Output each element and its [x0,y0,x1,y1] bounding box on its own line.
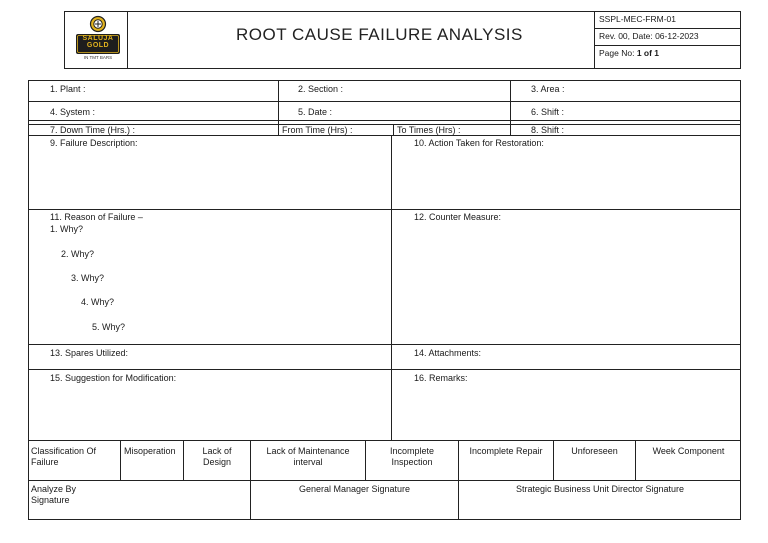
classification-label [31,446,96,468]
failure-description-label: 9. Failure Description: [50,138,138,148]
why-5: 5. Why? [92,322,126,332]
analyze-by-signature[interactable] [31,484,76,506]
attachments-label: 14. Attachments: [414,348,482,358]
system-field[interactable]: 4. System : [50,107,96,117]
spares-utilized-label: 13. Spares Utilized: [50,348,129,358]
misoperation-option[interactable]: Misoperation [124,446,176,456]
reason-of-failure-label: 11. Reason of Failure – [50,212,143,222]
why-1: 1. Why? [50,224,84,234]
down-time-field[interactable]: 7. Down Time (Hrs.) : [50,125,136,135]
lack-of-maintenance-line2: interval [293,457,323,467]
plant-field[interactable]: 1. Plant : [50,84,86,94]
lack-of-maintenance-line1: Lack of Maintenance [266,446,350,456]
remarks-label: 16. Remarks: [414,373,468,383]
unforeseen-option[interactable]: Unforeseen [571,446,618,456]
page-number [599,48,659,59]
analyze-by-line2: Signature [31,495,70,505]
why-2: 2. Why? [61,249,95,259]
shift-field-2[interactable]: 8. Shift : [531,125,565,135]
lack-of-design-option[interactable] [184,446,250,468]
from-time-field[interactable]: From Time (Hrs) : [282,125,353,135]
lack-of-design-line2: Design [202,457,231,467]
classification-label-line1: Classification Of [31,446,97,456]
page-number-value: 1 of 1 [636,48,660,58]
section-field[interactable]: 2. Section : [298,84,344,94]
classification-label-line2: Failure [31,457,59,467]
analyze-by-line1: Analyze By [31,484,77,494]
general-manager-signature[interactable]: General Manager Signature [298,484,411,494]
shift-field-1[interactable]: 6. Shift : [531,107,565,117]
area-field[interactable]: 3. Area : [531,84,565,94]
suggestion-label: 15. Suggestion for Modification: [50,373,177,383]
why-4: 4. Why? [81,297,115,307]
why-3: 3. Why? [71,273,105,283]
revision-info: Rev. 00, Date: 06-12-2023 [599,31,699,41]
incomplete-inspection-option[interactable] [366,446,458,468]
date-field[interactable]: 5. Date : [298,107,333,117]
incomplete-inspection-line1: Incomplete [389,446,435,456]
lack-of-maintenance-option[interactable] [251,446,365,468]
page-title: ROOT CAUSE FAILURE ANALYSIS [236,25,523,44]
action-taken-label: 10. Action Taken for Restoration: [414,138,544,148]
to-time-field[interactable]: To Times (Hrs) : [397,125,461,135]
lack-of-design-line1: Lack of [202,446,232,456]
incomplete-repair-option[interactable]: Incomplete Repair [469,446,543,456]
logo-tagline: IN TMT BARS [83,55,113,60]
document-code: SSPL-MEC-FRM-01 [599,14,676,24]
week-component-option[interactable]: Week Component [652,446,725,456]
incomplete-inspection-line2: Inspection [391,457,433,467]
logo-text: SALUJA GOLD [82,35,114,49]
page-number-prefix: Page No: [599,48,637,58]
sbu-director-signature[interactable]: Strategic Business Unit Director Signature [515,484,685,494]
counter-measure-label: 12. Counter Measure: [414,212,502,222]
